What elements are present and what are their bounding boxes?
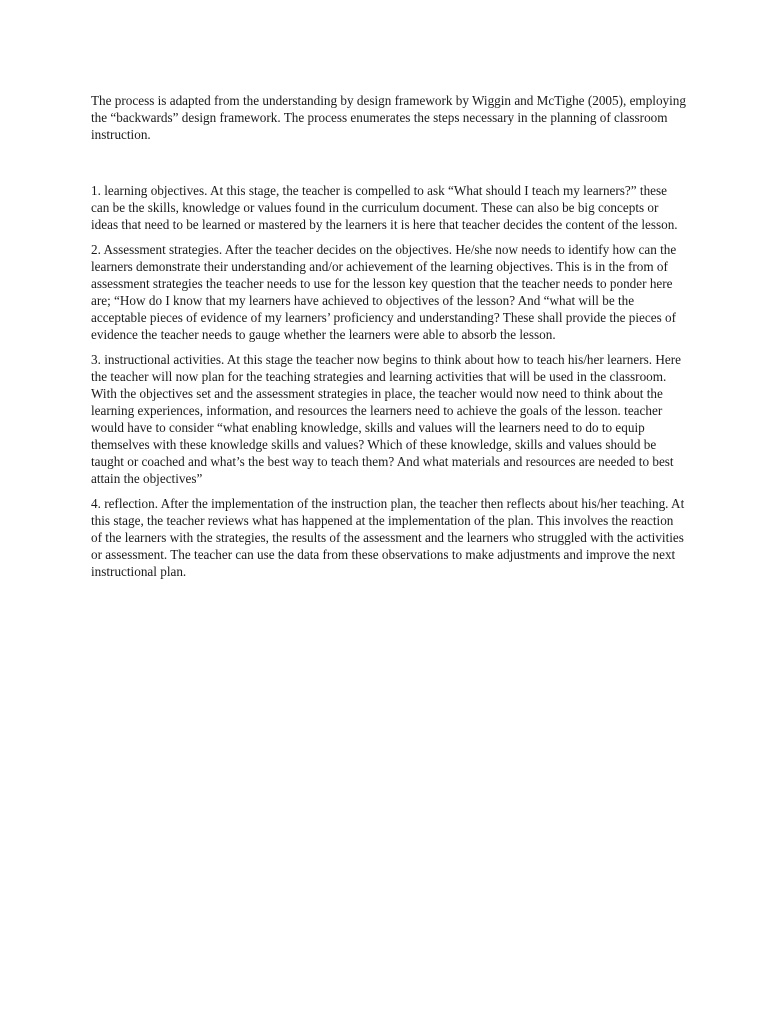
intro-paragraph: The process is adapted from the understanding by design framework by Wiggin and McTighe (2005), employing the “backwards” design framework. The process enumerates the steps necessary in the planning of classroom instruction. [91,93,686,142]
step-reflection: 4. reflection. After the implementation of the instruction plan, the teacher then reflects about his/her teaching. At this stage, the teacher reviews what has happened at the implementation of the plan. This involves the reaction of the learners with the strategies, the results of the assessment and the learners who struggled with the activities or assessment. The teacher can use the data from these observations to make adjustments and improve the next instructional plan. [91,496,685,579]
document-body [91,92,687,151]
step-learning-objectives: 1. learning objectives. At this stage, the teacher is compelled to ask “What should I teach my learners?” these can be the skills, knowledge or values found in the curriculum document. These can also be big concepts or ideas that need to be learned or mastered by the learners it is here that teacher decides the content of the lesson. [91,183,678,232]
step-instructional-activities: 3. instructional activities. At this stage the teacher now begins to think about how to teach his/her learners. Here the teacher will now plan for the teaching strategies and learning activities that will be used in the classroom. With the objectives set and the assessment strategies in place, the teacher would now need to think about the learning experiences, information, and resources the learners need to achieve the goals of the lesson. teacher would have to consider “what enabling knowledge, skills and values will the learners need to do to equip themselves with these knowledge skills and values? Which of these knowledge, skills and values should be taught or coached and what’s the best way to teach them? And what materials and resources are needed to best attain the objectives” [91,352,681,486]
step-assessment-strategies: 2. Assessment strategies. After the teacher decides on the objectives. He/she now needs to identify how can the learners demonstrate their understanding and/or achievement of the learning objectives. This is in the from of assessment strategies the teacher needs to use for the lesson key question that the teacher needs to ponder here are; “How do I know that my learners have achieved to objectives of the lesson? And “what will be the acceptable pieces of evidence of my learners’ proficiency and understanding? These shall provide the pieces of evidence the teacher needs to gauge whether the learners were able to absorb the lesson. [91,242,677,342]
steps-list [91,182,687,588]
